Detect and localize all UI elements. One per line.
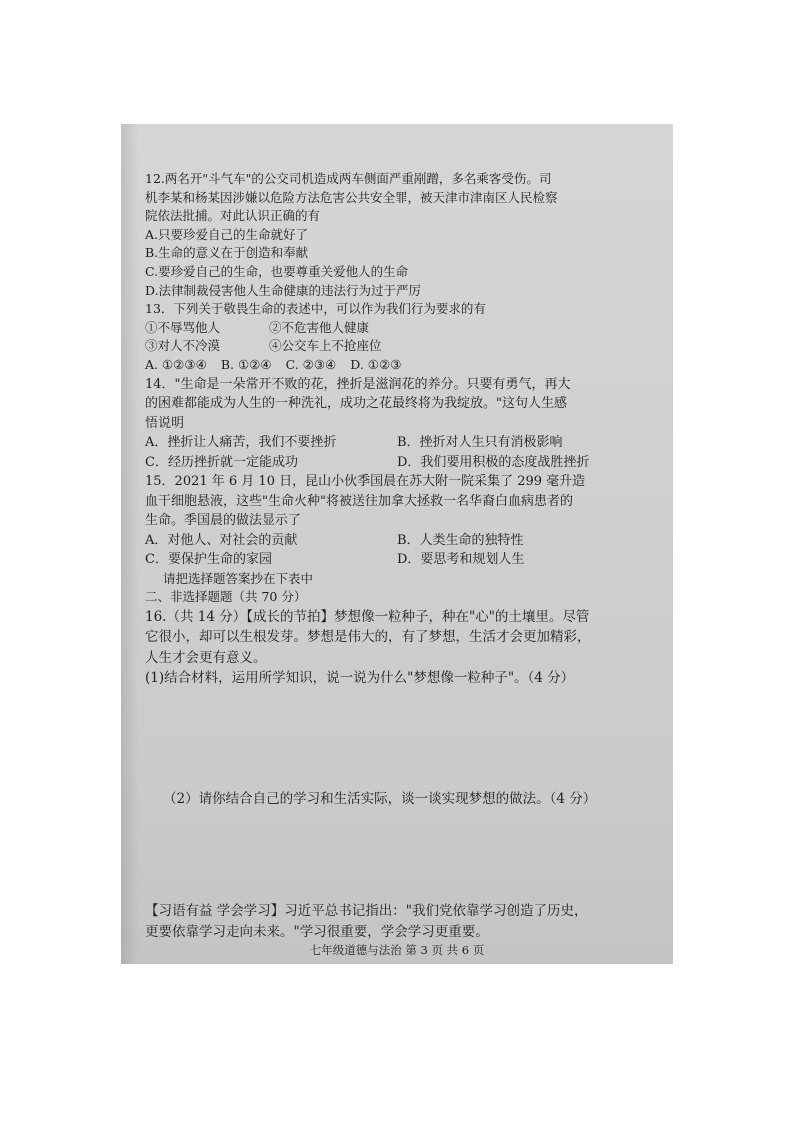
exam-content	[145, 170, 665, 942]
q14-stem-line: 14．"生命是一朵常开不败的花，挫折是滋润花的养分。只要有勇气，再大	[145, 376, 571, 392]
q14-stem-line: 的困难都能成为人生的一种洗礼，成功之花最终将为我绽放。"这句人生感	[145, 396, 567, 412]
q16-stem-line: 它很小，却可以生根发芽。梦想是伟大的，有了梦想，生活才会更加精彩，	[145, 629, 591, 646]
q14-stem-line: 悟说明	[145, 415, 185, 431]
page-footer: 七年级道德与法治 第 3 页 共 6 页	[309, 943, 485, 957]
q12-line: 12.两名开"斗气车"的公交司机造成两车侧面严重剐蹭，多名乘客受伤。司	[145, 171, 552, 186]
q12-line: 院依法批捕。对此认识正确的有	[145, 208, 321, 224]
q13-item: ④公交车上不抢座位	[269, 338, 382, 354]
q13-options	[145, 356, 665, 375]
q12-option-d: D.法律制裁侵害他人生命健康的违法行为过于严厉	[145, 282, 422, 298]
question-16	[145, 607, 665, 902]
q12-option-b: B.生命的意义在于创造和奉献	[145, 245, 309, 261]
q15-options-row-1	[145, 531, 665, 551]
question-13	[145, 300, 665, 374]
q13-option-c: C. ②③④	[285, 356, 337, 372]
q16-stem-line: 16.（共 14 分）【成长的节拍】梦想像一粒种子，种在"心"的土壤里。尽管	[145, 608, 590, 625]
q15-stem-line: 血干细胞悬液，这些"生命火种"将被送往加拿大拯救一名华裔白血病患者的	[145, 493, 573, 509]
q15-option-d: D．要思考和规划人生	[397, 552, 525, 568]
question-15	[145, 472, 665, 570]
q17-line: 【习语有益 学会学习】习近平总书记指出："我们党依靠学习创造了历史，	[145, 903, 588, 920]
q16-stem-line: 人生才会更有意义。	[145, 649, 267, 666]
answer-space	[145, 809, 665, 901]
q13-option-a: A. ①②③④	[145, 356, 207, 372]
q13-option-d: D. ①②③	[350, 356, 402, 372]
q15-stem-line: 15．2021 年 6 月 10 日，昆山小伙季国晨在苏大附一院采集了 299 毫升造	[145, 474, 586, 490]
question-17	[145, 901, 665, 942]
page-shadow	[121, 124, 139, 964]
q14-option-c: C．经历挫折就一定能成功	[145, 454, 298, 470]
exam-page-photo	[121, 124, 673, 964]
q13-item: ③对人不冷漠	[145, 338, 221, 354]
answer-note: 请把选择题答案抄在下表中	[163, 570, 314, 586]
q13-stem: 13．下列关于敬畏生命的表述中，可以作为我们行为要求的有	[145, 301, 486, 317]
q14-options-row-1	[145, 433, 665, 453]
section-2-heading: 二、非选择题题（共 70 分）	[145, 589, 307, 605]
q12-line: 机李某和杨某因涉嫌以危险方法危害公共安全罪，被天津市津南区人民检察	[145, 189, 558, 205]
q14-options-row-2	[145, 453, 665, 473]
q12-option-c: C.要珍爱自己的生命，也要尊重关爱他人的生命	[145, 263, 409, 279]
q16-sub-2: （2）请你结合自己的学习和生活实际，谈一谈实现梦想的做法。（4 分）	[163, 790, 597, 807]
q15-option-b: B．人类生命的独特性	[397, 532, 524, 548]
q17-line: 更要依靠学习走向未来。"学习很重要，学会学习更重要。	[145, 923, 489, 940]
q14-option-b: B．挫折对人生只有消极影响	[397, 435, 563, 451]
q15-options-row-2	[145, 550, 665, 570]
question-14	[145, 375, 665, 473]
q14-option-a: A．挫折让人痛苦，我们不要挫折	[145, 435, 337, 451]
q16-sub-1: (1)结合材料，运用所学知识，说一说为什么"梦想像一粒种子"。（4 分）	[145, 670, 575, 687]
question-12	[145, 170, 665, 300]
q13-items-row-2	[145, 337, 665, 356]
q13-items-row-1	[145, 319, 665, 338]
q15-option-a: A．对他人、对社会的贡献	[145, 532, 298, 548]
q14-option-d: D．我们要用积极的态度战胜挫折	[397, 454, 590, 470]
q13-option-b: B. ①②④	[220, 356, 272, 372]
q15-stem-line: 生命。季国晨的做法显示了	[145, 513, 302, 529]
q13-item: ①不辱骂他人	[145, 319, 221, 335]
q12-option-a: A.只要珍爱自己的生命就好了	[145, 226, 309, 242]
q15-option-c: C．要保护生命的家园	[145, 552, 272, 568]
q13-item: ②不危害他人健康	[269, 319, 370, 335]
answer-space	[145, 689, 665, 789]
